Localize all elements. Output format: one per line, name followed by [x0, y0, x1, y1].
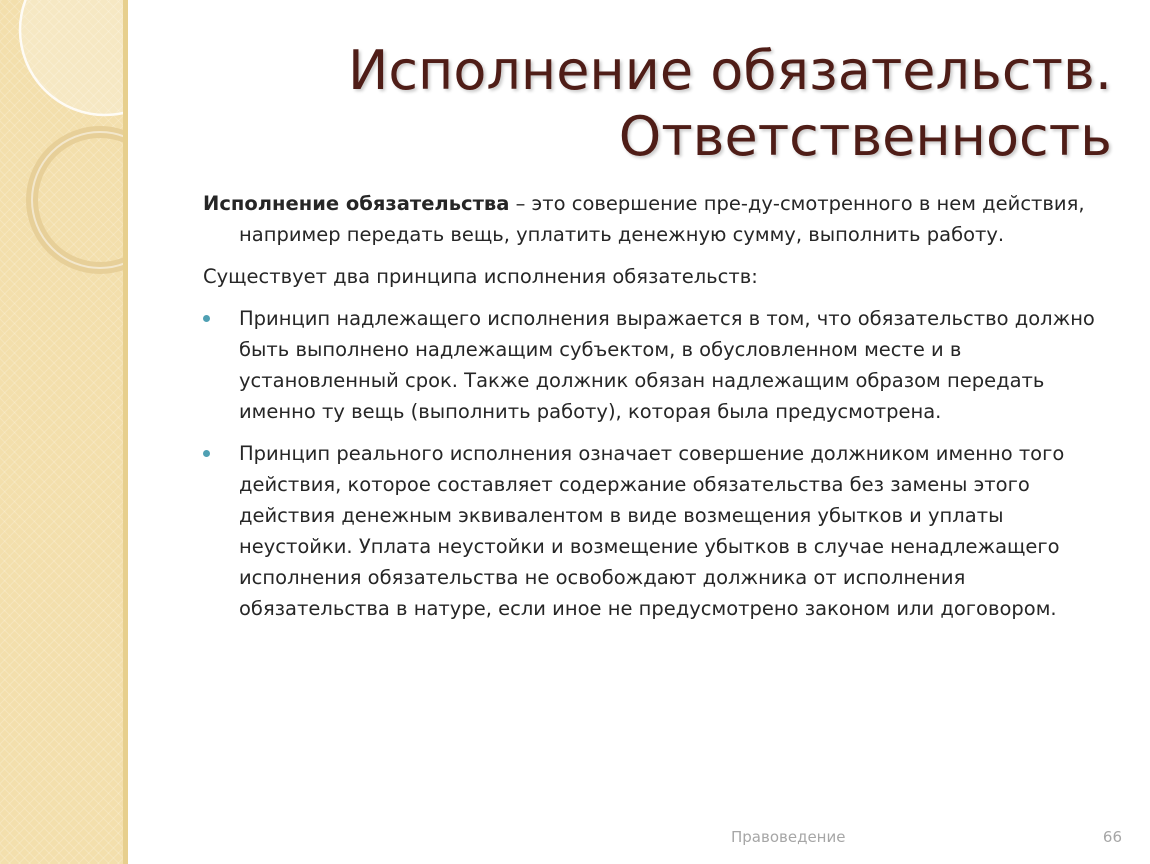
definition-term: Исполнение обязательства: [203, 192, 510, 215]
decorative-rings-icon: [0, 0, 128, 864]
bullet-dot-icon: [203, 450, 210, 457]
slide-number: 66: [1102, 828, 1122, 846]
slide-title-line-2: Ответственность: [618, 105, 1112, 168]
decorative-side-panel: [0, 0, 128, 864]
slide-title-line-1: Исполнение обязательств.: [347, 39, 1112, 102]
principles-intro: Существует два принципа исполнения обязательств:: [203, 265, 758, 288]
footer-text: Правоведение: [731, 828, 846, 846]
slide-title: [212, 38, 1112, 170]
bullet-text: Принцип реального исполнения означает совершение должником именно того действия, которое составляет содержание обязательства без замены этого действия денежным эквивалентом в виде возмещения убытков и уплаты неустойки. Уплата неустойки и возмещение убытков в случае ненадлежащего исполнения обязательства не освобождают должника от исполнения обязательства в натуре, если иное не предусмотрено законом или договором.: [239, 442, 1065, 620]
bullet-text: Принцип надлежащего исполнения выражается в том, что обязательство должно быть выполнено надлежащим субъектом, в обусловленном месте и в установленный срок. Также должник обязан надлежащим образом передать именно ту вещь (выполнить работу), которая была предусмотрена.: [239, 307, 1095, 423]
slide-body: [203, 188, 1118, 635]
bullet-item: [203, 303, 1118, 427]
definition-text: – это совершение пре-ду-смотренного в нем действия, например передать вещь, уплатить денежную сумму, выполнить работу.: [239, 192, 1085, 246]
bullet-item: [203, 438, 1118, 624]
definition-paragraph: [203, 188, 1118, 250]
bullet-dot-icon: [203, 315, 210, 322]
side-panel-edge: [123, 0, 128, 864]
